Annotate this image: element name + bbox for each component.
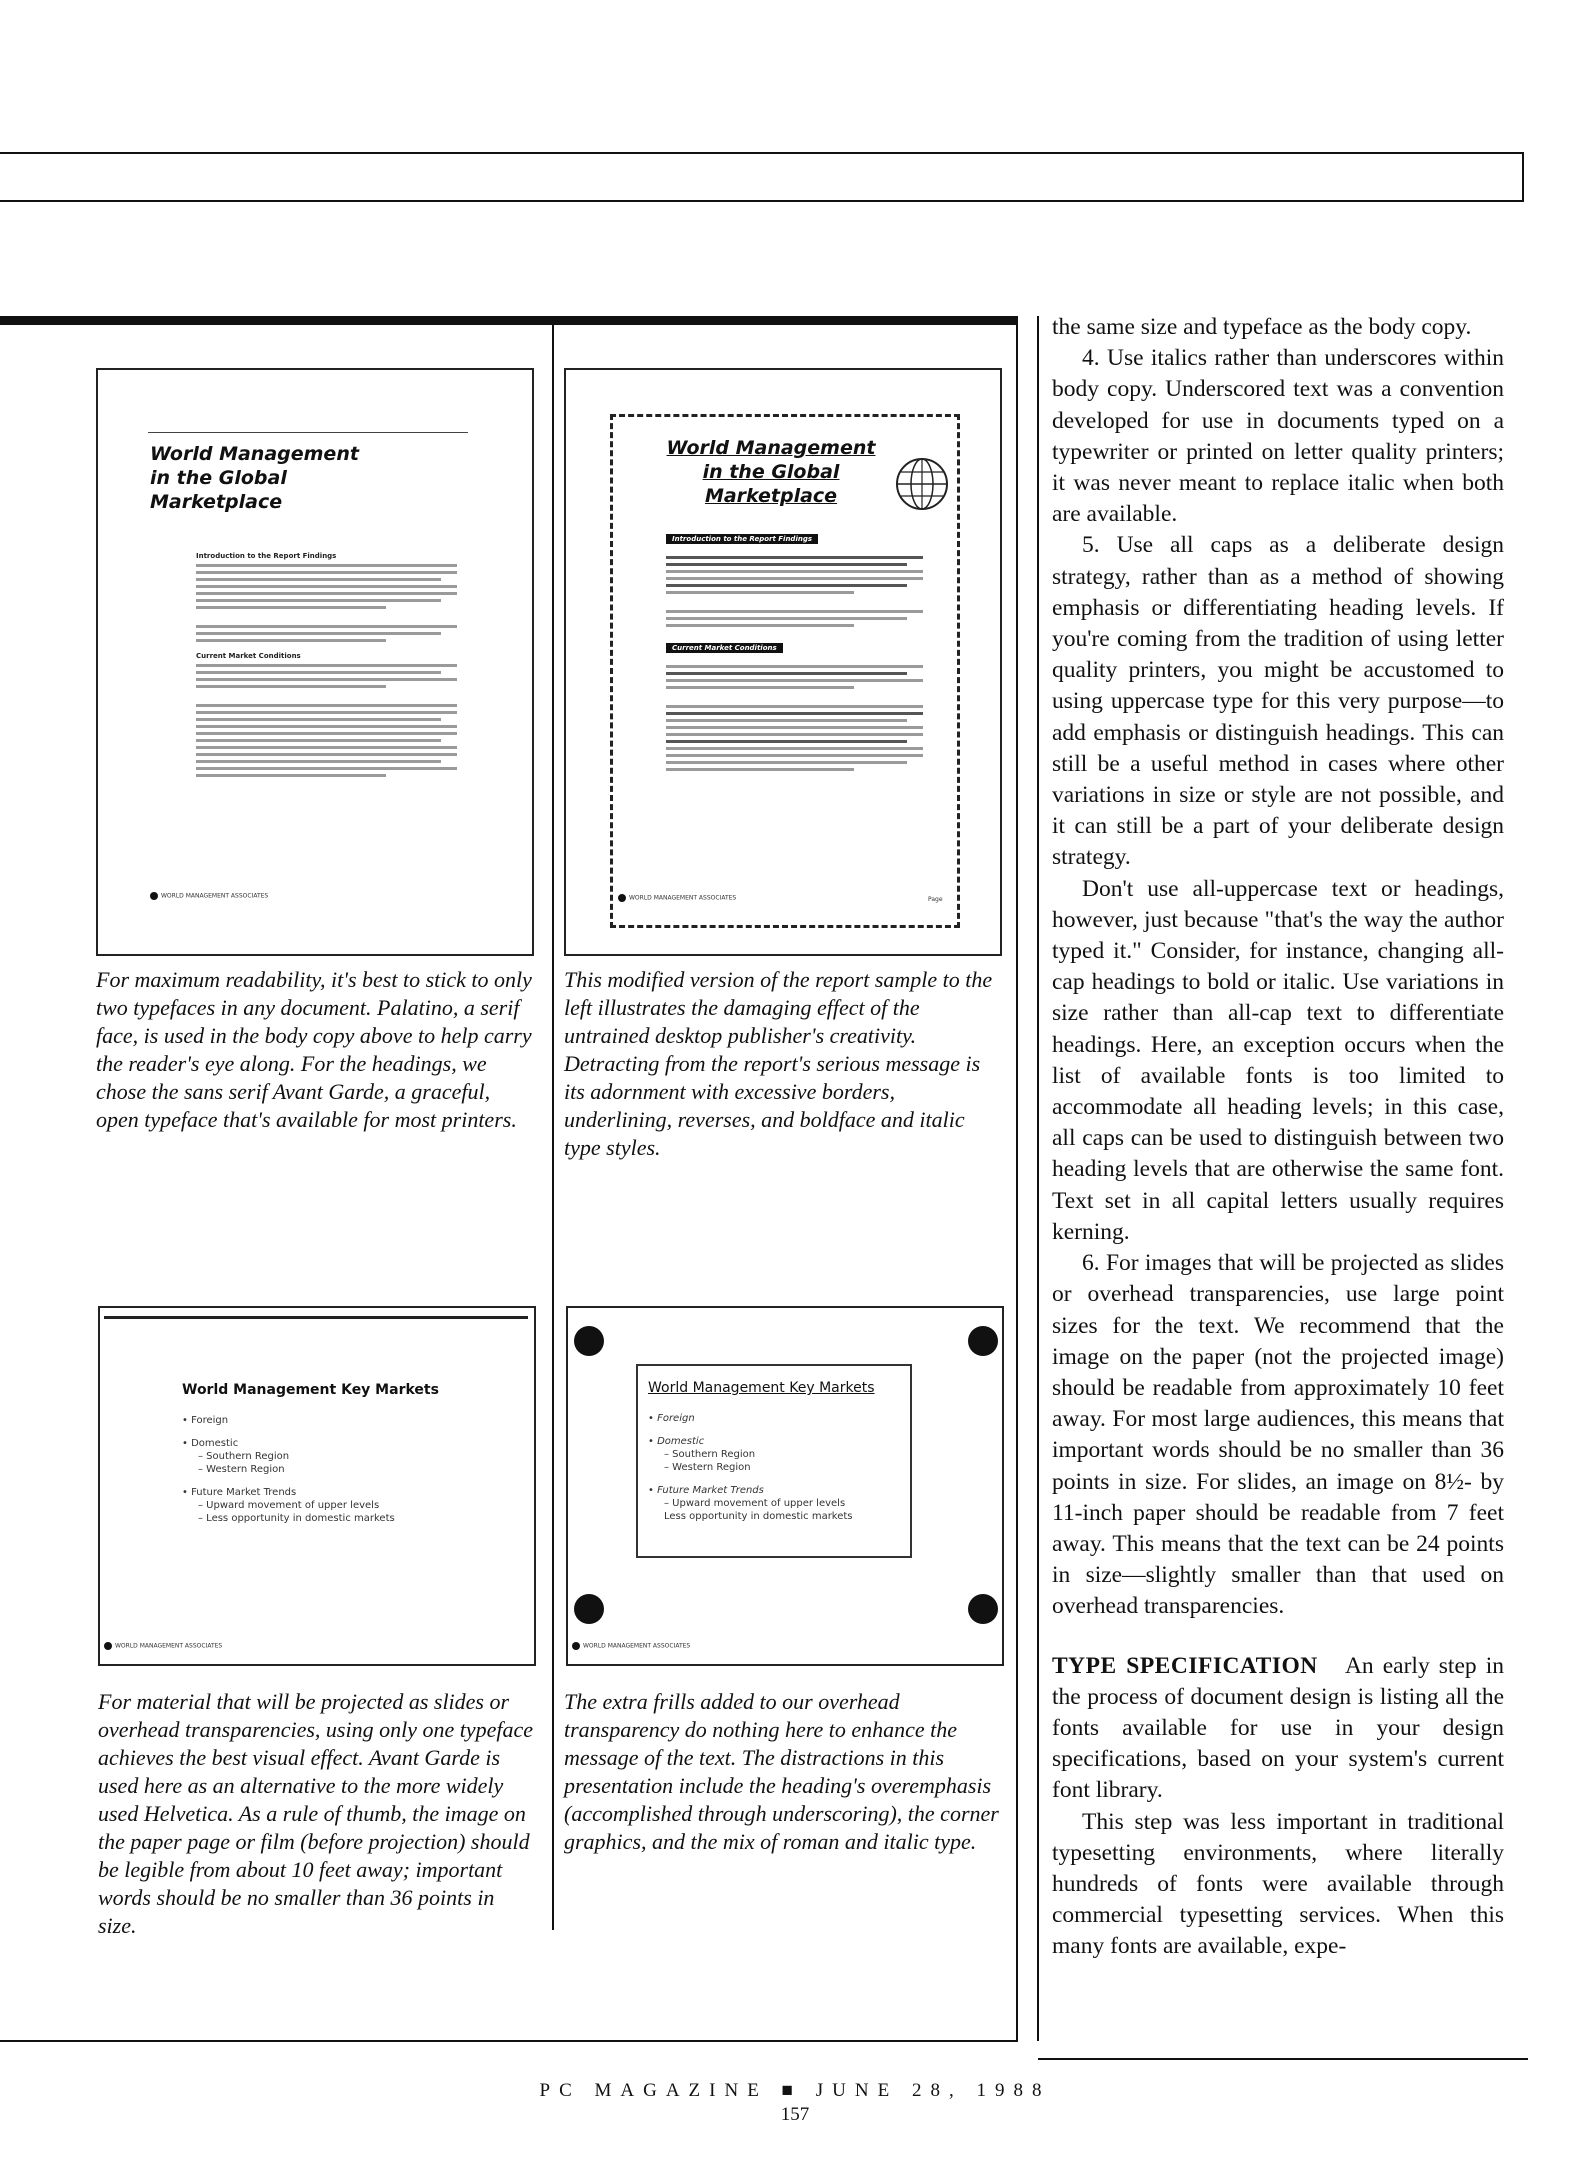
report-section-heading-reversed: Introduction to the Report Findings [666, 534, 818, 544]
page-number: 157 [780, 2104, 810, 2125]
caption-report-plain: For maximum readability, it's best to stick to only two typefaces in any document. Palatino, a serif face, is used in the body copy above to help carry the reader's eye along. For the headings, we chose the sans serif Avant Garde, a graceful, open typeface that's available for most printers. [96, 967, 532, 1132]
report-body [666, 528, 934, 775]
figure-area-heavy-rule [0, 316, 1018, 325]
right-frame-rule [1522, 152, 1524, 202]
run-in-heading: TYPE SPECIFICATION [1052, 1652, 1318, 1679]
slide-sub-bullet: Less opportunity in domestic markets [664, 1511, 853, 1522]
slide-bullet: • Future Market Trends [648, 1485, 764, 1496]
report-title-underlined [656, 436, 886, 508]
slide-bullet: • Domestic [182, 1438, 239, 1449]
slide-bullets [182, 1414, 502, 1525]
body-paragraph: This step was less important in traditional typesetting environments, where literally hundreds of fonts were available through commercial typesetting services. When this many fonts are available, expe- [1052, 1808, 1504, 1960]
report-section-heading: Current Market Conditions [196, 652, 301, 660]
report-title-line: Marketplace [150, 491, 283, 513]
report-footer-logo: WORLD MANAGEMENT ASSOCIATES [618, 894, 736, 902]
body-paragraph-type-spec: TYPE SPECIFICATION An early step in the process of document design is listing all the fonts available for use in your design specifications, based on your system's current font library. [1052, 1652, 1504, 1804]
report-sample-plain [96, 368, 534, 956]
report-top-rule [148, 432, 468, 433]
report-footer-logo: WORLD MANAGEMENT ASSOCIATES [150, 892, 268, 900]
report-section-heading: Introduction to the Report Findings [196, 552, 337, 560]
slide-bullet: • Future Market Trends [182, 1487, 297, 1498]
corner-dot-icon [968, 1594, 998, 1624]
slide-top-rule [104, 1316, 528, 1319]
slide-footer-logo: WORLD MANAGEMENT ASSOCIATES [572, 1642, 690, 1650]
slide-sub-bullet: – Western Region [664, 1462, 751, 1473]
report-title [150, 442, 359, 514]
slide-sample-plain [98, 1306, 536, 1666]
logo-icon [150, 892, 158, 900]
corner-dot-icon [968, 1326, 998, 1356]
body-paragraph: 4. Use italics rather than underscores within body copy. Underscored text was a convention developed for use in documents typed on a typewriter or printed on letter quality printers; it was never meant to replace italic when both are available. [1052, 345, 1504, 528]
body-paragraph: the same size and typeface as the body copy. [1052, 314, 1472, 340]
body-paragraph: 5. Use all caps as a deliberate design strategy, rather than as a method of showing emphasis or differentiating heading levels. If you're coming from the tradition of using letter quality printers, you might be accustomed to using uppercase type for this very purpose—to add emphasis or distinguish headings. This can still be a useful method in cases where other variations in size or style are not possible, and it can still be a part of your deliberate design strategy. [1052, 532, 1504, 871]
body-paragraph: Don't use all-uppercase text or headings, however, just because "that's the way the author typed it." Consider, for instance, changing all-cap headings to bold or italic. Use variations in size rather than all-cap text to differentiate headings. Here, an exception occurs when the list of available fonts is too limited to accommodate all heading levels; in this case, all caps can be used to distinguish between two heading levels that are otherwise the same font. Text set in all capital letters usually requires kerning. [1052, 875, 1504, 1245]
figure-divider-rule [552, 325, 554, 1930]
bottom-rule-right [1038, 2058, 1528, 2060]
body-text-column [1052, 312, 1504, 1963]
column-rule [1037, 316, 1039, 2041]
report-title-line: World Management [666, 437, 876, 459]
caption-report-fancy: This modified version of the report sample to the left illustrates the damaging effect of the untrained desktop publisher's creativity. Detracting from the report's serious message is its adornment with excessive borders, underlining, reverses, and boldface and italic type styles. [564, 967, 993, 1160]
report-title-line: in the Global [150, 467, 287, 489]
logo-icon [618, 894, 626, 902]
slide-sub-bullet: – Less opportunity in domestic markets [198, 1513, 395, 1524]
globe-icon [894, 456, 950, 512]
body-paragraph: 6. For images that will be projected as slides or overhead transparencies, use large point sizes for the text. We recommend that the image on the paper (not the projected image) should be readable from approximately 10 feet away. For most large audiences, this means that important words should be no smaller than 36 points in size. For slides, an image on 8½- by 11-inch paper should be readable from 7 feet away. This means that the text can be 24 points in size—slightly smaller than that used on overhead transparencies. [1052, 1250, 1504, 1620]
slide-footer-logo: WORLD MANAGEMENT ASSOCIATES [104, 1642, 222, 1650]
slide-sample-fancy [566, 1306, 1004, 1666]
report-title-line: World Management [150, 443, 359, 465]
top-rule [0, 152, 1524, 154]
slide-title-underlined: World Management Key Markets [648, 1380, 875, 1396]
figure-area-right-rule [1016, 316, 1018, 2041]
report-section-heading-reversed: Current Market Conditions [666, 643, 783, 653]
slide-title: World Management Key Markets [182, 1382, 439, 1398]
slide-bullet: • Foreign [182, 1415, 229, 1426]
report-title-line: in the Global [702, 461, 840, 483]
report-body [196, 552, 468, 781]
slide-bullets [648, 1412, 898, 1523]
bottom-rule [0, 2040, 1018, 2042]
slide-sub-bullet: – Western Region [198, 1464, 285, 1475]
report-page-label: Page [928, 896, 943, 903]
logo-icon [572, 1642, 580, 1650]
caption-slide-fancy: The extra frills added to our overhead transparency do nothing here to enhance the message of the text. The distractions in this presentation include the heading's overemphasis (accomplished through underscoring), the corner graphics, and the mix of roman and italic type. [564, 1689, 999, 1854]
slide-sub-bullet: – Southern Region [664, 1449, 756, 1460]
slide-sub-bullet: – Southern Region [198, 1451, 290, 1462]
slide-bullet: • Domestic [648, 1436, 705, 1447]
slide-sub-bullet: – Upward movement of upper levels [664, 1498, 846, 1509]
report-title-line: Marketplace [704, 485, 838, 507]
magazine-footer: PC MAGAZINE ■ JUNE 28, 1988 [539, 2080, 1051, 2101]
corner-dot-icon [574, 1594, 604, 1624]
report-sample-fancy [564, 368, 1002, 956]
corner-dot-icon [574, 1326, 604, 1356]
second-rule [0, 200, 1524, 202]
logo-icon [104, 1642, 112, 1650]
caption-slide-plain: For material that will be projected as slides or overhead transparencies, using only one typeface achieves the best visual effect. Avant Garde is used here as an alternative to the more widely used Helvetica. As a rule of thumb, the image on the paper page or film (before projection) should be legible from about 10 feet away; important words should be no smaller than 36 points in size. [98, 1689, 534, 1938]
slide-sub-bullet: – Upward movement of upper levels [198, 1500, 380, 1511]
slide-bullet: • Foreign [648, 1413, 695, 1424]
